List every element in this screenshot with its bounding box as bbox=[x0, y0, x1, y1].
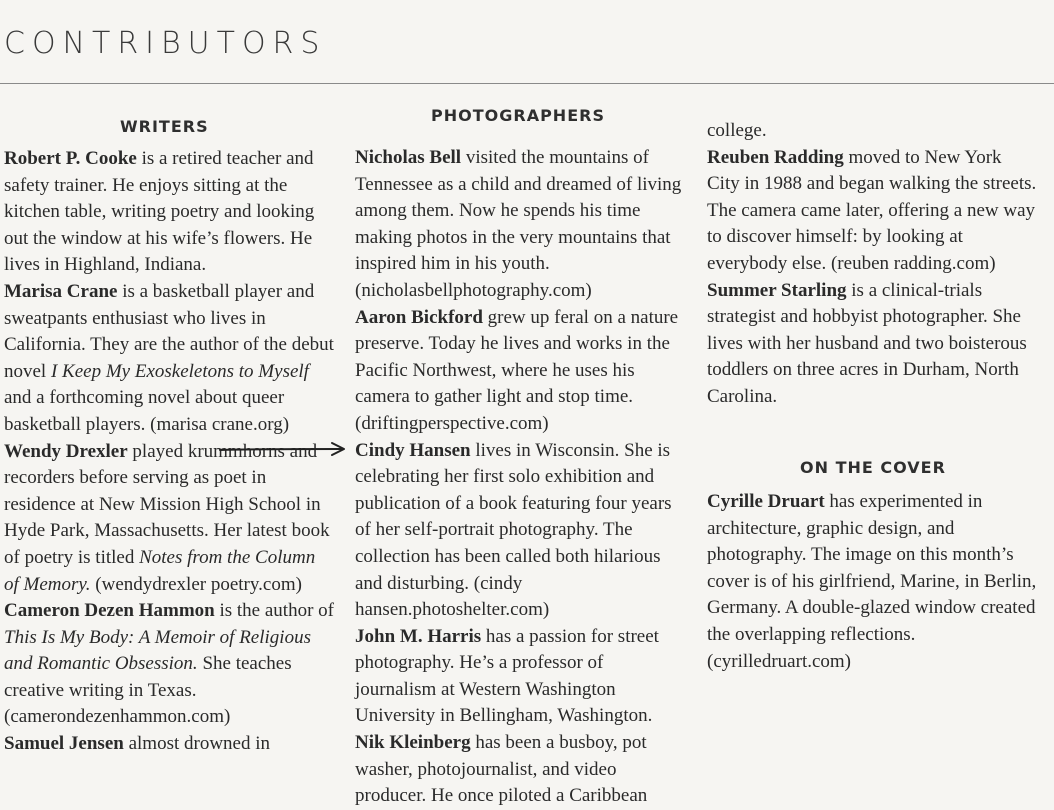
contributor-name: Summer Starling bbox=[707, 279, 847, 301]
contributor-entry bbox=[4, 731, 334, 758]
contributor-bio: She teaches creative writing in Texas. (camerondezenhammon.com) bbox=[4, 653, 292, 728]
contributor-name: Nicholas Bell bbox=[355, 147, 462, 168]
contributor-bio: grew up feral on a nature preserve. Today he lives and works in the Pacific Northwest, where he uses his camera to gather light and stop time. (driftingperspective.com) bbox=[355, 306, 679, 434]
contributor-entry bbox=[4, 598, 334, 731]
contributor-name: Samuel Jensen bbox=[4, 733, 124, 755]
page-title: CONTRIBUTORS bbox=[4, 26, 327, 61]
contributor-entry bbox=[355, 730, 685, 810]
book-title: This Is My Body: A Memoir of Religious and Romantic Obsession. bbox=[4, 626, 311, 675]
contributor-entry bbox=[355, 438, 685, 624]
contributor-name: Cameron Dezen Hammon bbox=[4, 600, 215, 622]
contributor-bio: is a clinical-trials strategist and hobbyist photographer. She lives with her husband and two boisterous toddlers on three acres in Durham, North Carolina. bbox=[707, 279, 1027, 407]
contributor-name: Cyrille Druart bbox=[707, 491, 825, 512]
contributor-name: Nik Kleinberg bbox=[355, 732, 471, 754]
continued-fragment: college. bbox=[707, 120, 767, 141]
contributor-entry bbox=[355, 305, 685, 438]
contributor-name: Cindy Hansen bbox=[355, 439, 471, 461]
writers-heading: WRITERS bbox=[120, 117, 209, 136]
contributor-bio: moved to New York City in 1988 and began walking the streets. The camera came later, offering a new way to discover himself: by looking at everybody else. (reuben radding.com) bbox=[707, 146, 1037, 274]
contributor-entry bbox=[707, 278, 1037, 411]
contributor-entry bbox=[355, 145, 685, 305]
contributor-name: Marisa Crane bbox=[4, 280, 118, 302]
contributor-bio: almost drowned in bbox=[123, 733, 271, 755]
contributor-bio: is a retired teacher and safety trainer. He enjoys sitting at the kitchen table, writing poetry and looking out the window at his wife’s flowers. He lives in Highland, Indiana. bbox=[4, 148, 315, 276]
book-title: I Keep My Exoskeletons to Myself bbox=[50, 360, 309, 382]
book-title: Notes from the Column of Memory. bbox=[4, 546, 316, 595]
cover-column bbox=[707, 489, 1037, 675]
contributor-entry bbox=[707, 145, 1037, 278]
contributor-bio: has experimented in architecture, graphic design, and photography. The image on this month’s cover is of his girlfriend, Marine, in Berlin, Germany. A double-glazed window created the overlapping reflections. (cyrilledruart.com) bbox=[707, 491, 1037, 672]
contributor-name: Robert P. Cooke bbox=[4, 148, 137, 169]
contributor-entry bbox=[4, 146, 334, 279]
contributor-entry bbox=[4, 439, 334, 599]
contributor-entry bbox=[4, 279, 334, 439]
contributor-bio: has been a busboy, pot washer, photojournalist, and video producer. He once piloted a Caribbean bbox=[355, 732, 648, 807]
header-rule bbox=[0, 83, 1054, 84]
contributor-bio: played krummhorns and recorders before serving as poet in residence at New Mission High School in Hyde Park, Massachusetts. Her latest book of poetry is titled bbox=[4, 440, 330, 568]
contributor-bio: and a forthcoming novel about queer basketball players. (marisa crane.org) bbox=[4, 387, 290, 435]
contributor-name: Reuben Radding bbox=[707, 146, 844, 168]
contributor-bio: is the author of bbox=[214, 600, 334, 622]
contributor-bio: (wendydrexler poetry.com) bbox=[90, 573, 302, 595]
contributor-bio: is a basketball player and sweatpants enthusiast who lives in California. They are the author of the debut novel bbox=[4, 280, 334, 382]
contributor-bio: lives in Wisconsin. She is celebrating her first solo exhibition and publication of a book featuring four years of her self-portrait photography. The collection has been called both hilarious and disturbing. (cindy hansen.photoshelter.com) bbox=[355, 439, 672, 621]
hand-drawn-arrow-icon bbox=[218, 441, 348, 457]
contributor-name: Aaron Bickford bbox=[355, 306, 483, 328]
contributor-entry bbox=[707, 489, 1037, 675]
cover-heading: ON THE COVER bbox=[800, 458, 946, 477]
contributor-bio: has a passion for street photography. He’s a professor of journalism at Western Washington University in Bellingham, Washington. bbox=[355, 625, 659, 727]
photographers-heading: PHOTOGRAPHERS bbox=[431, 106, 605, 125]
photographers-column bbox=[355, 145, 685, 810]
contributor-name: John M. Harris bbox=[355, 625, 482, 647]
contributor-name: Wendy Drexler bbox=[4, 440, 128, 462]
continued-column bbox=[707, 118, 1037, 411]
contributor-bio: visited the mountains of Tennessee as a child and dreamed of living among them. Now he spends his time making photos in the very mountains that inspired him in his youth. (nicholasbellphotography.com) bbox=[355, 147, 682, 301]
contributor-entry bbox=[355, 624, 685, 730]
